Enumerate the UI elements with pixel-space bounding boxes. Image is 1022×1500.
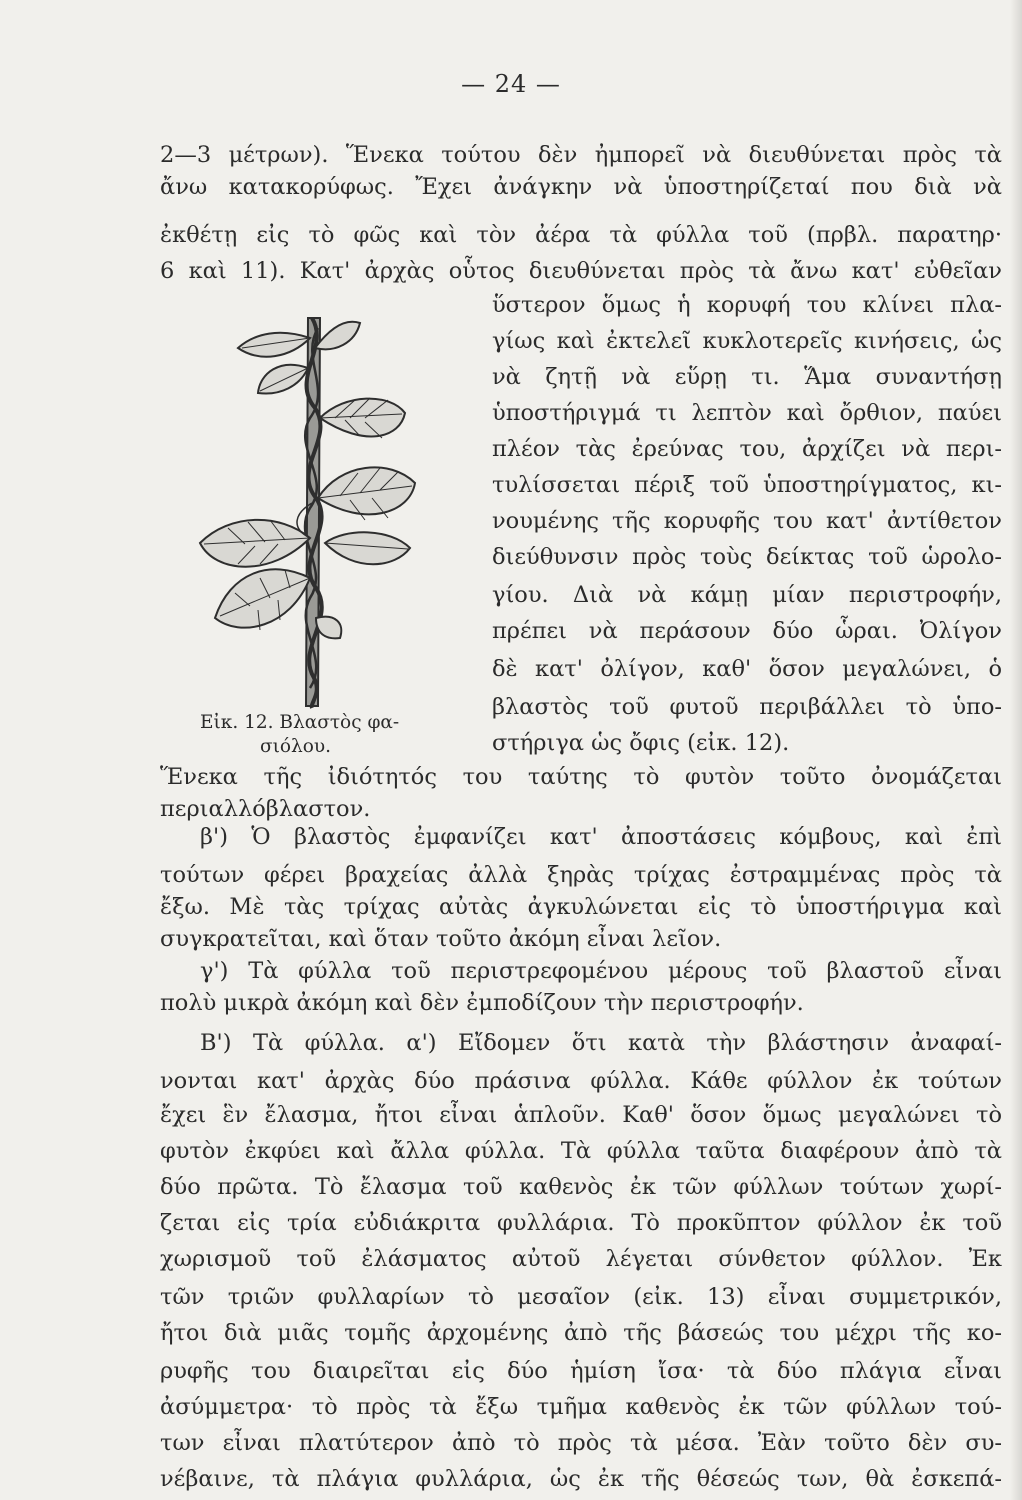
- text-line: νονται κατ' ἀρχὰς δύο πράσινα φύλλα. Κάθε φύλλον ἐκ τούτων: [160, 1068, 1002, 1094]
- text-line: χωρισμοῦ τοῦ ἐλάσματος αὐτοῦ λέγεται σύνθετον φύλλον. Ἐκ: [160, 1246, 1002, 1272]
- text-line: ὑποστήριγμά τι λεπτὸν καὶ ὄρθιον, παύει: [492, 400, 1002, 426]
- text-line: Ἕνεκα τῆς ἰδιότητός του ταύτης τὸ φυτὸν τοῦτο ὀνομάζεται: [160, 764, 1002, 790]
- text-line: ἐκθέτῃ εἰς τὸ φῶς καὶ τὸν ἀέρα τὰ φύλλα τοῦ (πρβλ. παρατηρ·: [160, 222, 1002, 248]
- text-line: γ') Τὰ φύλλα τοῦ περιστρεφομένου μέρους τοῦ βλαστοῦ εἶναι: [200, 958, 1002, 984]
- text-line: πλέον τὰς ἐρεύνας του, ἀρχίζει νὰ περι-: [492, 436, 1002, 462]
- text-line: στήριγα ὡς ὄφις (εἰκ. 12).: [492, 730, 790, 756]
- text-line: ἤτοι διὰ μιᾶς τομῆς ἀρχομένης ἀπὸ τῆς βάσεώς του μέχρι τῆς κο-: [160, 1320, 1002, 1346]
- text-line: ἔχει ἓν ἔλασμα, ἤτοι εἶναι ἁπλοῦν. Καθ' ὅσον ὅμως μεγαλώνει τὸ: [160, 1102, 1002, 1128]
- figure-caption: Εἰκ. 12. Βλαστὸς φα-: [200, 712, 400, 733]
- text-line: δύο πρῶτα. Τὸ ἔλασμα τοῦ καθενὸς ἐκ τῶν φύλλων τούτων χωρί-: [160, 1174, 1002, 1200]
- text-line: τυλίσσεται πέριξ τοῦ ὑποστηρίγματος, κι-: [492, 472, 1002, 498]
- text-line: γίου. Διὰ νὰ κάμῃ μίαν περιστροφήν,: [492, 582, 1002, 608]
- page-edge-shadow: [1010, 0, 1022, 1500]
- text-line: ἔξω. Μὲ τὰς τρίχας αὐτὰς ἀγκυλώνεται εἰς τὸ ὑποστήριγμα καὶ: [160, 894, 1002, 920]
- text-line: πολὺ μικρὰ ἀκόμη καὶ δὲν ἐμποδίζουν τὴν περιστροφήν.: [160, 990, 804, 1016]
- text-line: τῶν τριῶν φυλλαρίων τὸ μεσαῖον (εἰκ. 13) εἶναι συμμετρικόν,: [160, 1284, 1002, 1310]
- text-line: ρυφῆς του διαιρεῖται εἰς δύο ἡμίση ἴσα· τὰ δύο πλάγια εἶναι: [160, 1358, 1002, 1384]
- text-line: διεύθυνσιν πρὸς τοὺς δείκτας τοῦ ὡρολο-: [492, 544, 1002, 570]
- text-line: Β') Τὰ φύλλα. α') Εἴδομεν ὅτι κατὰ τὴν βλάστησιν ἀναφαί-: [200, 1030, 1002, 1056]
- page-number: — 24 —: [461, 70, 561, 98]
- text-line: β') Ὁ βλαστὸς ἐμφανίζει κατ' ἀποστάσεις κόμβους, καὶ ἐπὶ: [200, 824, 1002, 850]
- text-line: των εἶναι πλατύτερον ἀπὸ τὸ πρὸς τὰ μέσα. Ἐὰν τοῦτο δὲν συ-: [160, 1430, 1002, 1456]
- text-line: τούτων φέρει βραχείας ἀλλὰ ξηρὰς τρίχας ἐστραμμένας πρὸς τὰ: [160, 862, 1002, 888]
- text-line: νὰ ζητῇ νὰ εὕρῃ τι. Ἅμα συναντήσῃ: [492, 364, 1002, 390]
- bean-stem-illustration: [160, 288, 480, 718]
- figure-bean-stem: [160, 288, 480, 718]
- text-line: βλαστὸς τοῦ φυτοῦ περιβάλλει τὸ ὑπο-: [492, 694, 1002, 720]
- text-line: ἄνω κατακορύφως. Ἔχει ἀνάγκην νὰ ὑποστηρίζεταί που διὰ νὰ: [160, 174, 1002, 200]
- text-line: γίως καὶ ἐκτελεῖ κυκλοτερεῖς κινήσεις, ὡς: [492, 328, 1002, 354]
- text-line: ἀσύμμετρα· τὸ πρὸς τὰ ἔξω τμῆμα καθενὸς ἐκ τῶν φύλλων τού-: [160, 1394, 1002, 1420]
- text-line: περιαλλόβλαστον.: [160, 796, 371, 822]
- text-line: 2—3 μέτρων). Ἕνεκα τούτου δὲν ἠμπορεῖ νὰ διευθύνεται πρὸς τὰ: [160, 142, 1002, 168]
- text-line: πρέπει νὰ περάσουν δύο ὧραι. Ὀλίγον: [492, 618, 1002, 644]
- text-line: 6 καὶ 11). Κατ' ἀρχὰς οὗτος διευθύνεται πρὸς τὰ ἄνω κατ' εὐθεῖαν: [160, 258, 1002, 284]
- text-line: δὲ κατ' ὀλίγον, καθ' ὅσον μεγαλώνει, ὁ: [492, 656, 1002, 682]
- text-line: ὕστερον ὅμως ἡ κορυφή του κλίνει πλα-: [492, 292, 1002, 318]
- text-line: νέβαινε, τὰ πλάγια φυλλάρια, ὡς ἐκ τῆς θέσεώς των, θὰ ἐσκεπά-: [160, 1466, 1002, 1492]
- text-line: ζεται εἰς τρία εὐδιάκριτα φυλλάρια. Τὸ προκῦπτον φύλλον ἐκ τοῦ: [160, 1210, 1002, 1236]
- text-line: νουμένης τῆς κορυφῆς του κατ' ἀντίθετον: [492, 508, 1002, 534]
- text-line: φυτὸν ἐκφύει καὶ ἄλλα φύλλα. Τὰ φύλλα ταῦτα διαφέρουν ἀπὸ τὰ: [160, 1138, 1002, 1164]
- figure-caption-cont: σιόλου.: [260, 736, 332, 757]
- text-line: συγκρατεῖται, καὶ ὅταν τοῦτο ἀκόμη εἶναι λεῖον.: [160, 926, 722, 952]
